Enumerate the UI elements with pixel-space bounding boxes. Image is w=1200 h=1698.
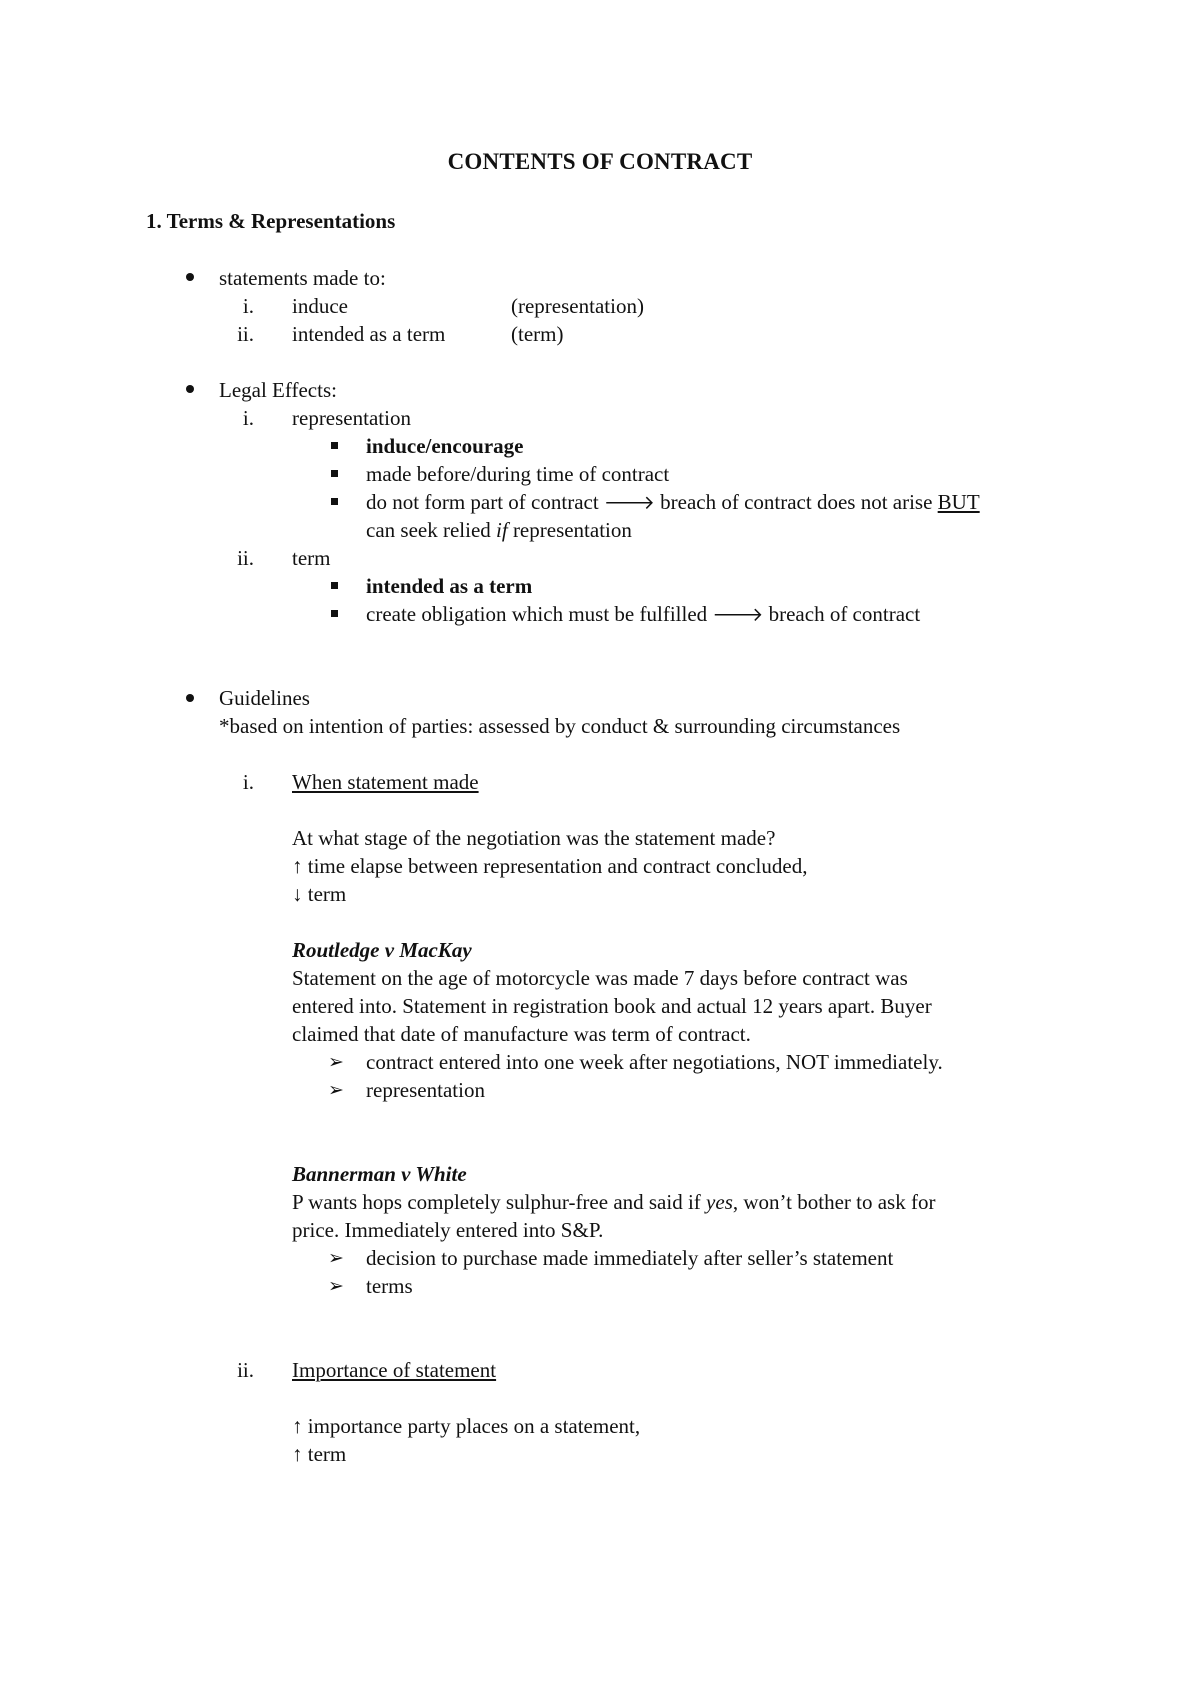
paragraph-line: ↓ term (292, 882, 347, 906)
bullet-square (331, 610, 338, 617)
sub-item-text: breach of contract (763, 602, 921, 626)
italic-word: if (496, 518, 508, 542)
guidelines-note: *based on intention of parties: assessed by conduct & surrounding circumstances (219, 714, 901, 738)
paragraph-line (292, 1188, 935, 1216)
bullet-square (331, 442, 338, 449)
list-item: representation (292, 406, 411, 430)
sub-item: intended as a term (366, 574, 533, 598)
case-name: Routledge v MacKay (292, 938, 472, 962)
arrow-item: terms (366, 1274, 413, 1298)
list-item-tag: (representation) (511, 294, 644, 318)
list-item: term (292, 546, 331, 570)
document-title: CONTENTS OF CONTRACT (447, 149, 753, 174)
sub-item (366, 488, 980, 517)
section-heading: 1. Terms & Representations (146, 209, 396, 233)
bullet-square (331, 498, 338, 505)
statements-label: statements made to: (219, 266, 386, 290)
arrowhead-bullet-icon: ➢ (328, 1275, 344, 1297)
case-name: Bannerman v White (292, 1162, 467, 1186)
sub-item-text: can seek relied (366, 518, 497, 542)
sub-item-text: representation (507, 518, 632, 542)
guideline-heading: Importance of statement (292, 1358, 497, 1382)
paragraph-line: Statement on the age of motorcycle was made 7 days before contract was (292, 966, 908, 990)
arrowhead-bullet-icon: ➢ (328, 1247, 344, 1269)
list-number: ii. (237, 546, 254, 570)
paragraph-line: ↑ time elapse between representation and contract concluded, (292, 854, 808, 878)
list-number: ii. (237, 1358, 254, 1382)
right-arrow-icon: 🡒 (603, 492, 655, 514)
list-number: i. (242, 770, 254, 794)
guideline-heading: When statement made (292, 770, 479, 794)
list-number: i. (242, 294, 254, 318)
list-item: induce (292, 294, 348, 318)
paragraph-line: ↑ importance party places on a statement, (292, 1414, 641, 1438)
arrow-item: contract entered into one week after negotiations, NOT immediately. (366, 1050, 943, 1074)
sub-item-text: breach of contract does not arise (654, 490, 938, 514)
list-number: ii. (237, 322, 254, 346)
bullet-dot (186, 385, 194, 393)
paragraph-line: ↑ term (292, 1442, 347, 1466)
paragraph-text: P wants hops completely sulphur-free and said if (292, 1190, 707, 1214)
sub-item: induce/encourage (366, 434, 524, 458)
sub-item-text: create obligation which must be fulfilled (366, 602, 713, 626)
bullet-dot (186, 694, 194, 702)
paragraph-line: claimed that date of manufacture was term of contract. (292, 1022, 751, 1046)
underlined-word: BUT (937, 490, 980, 514)
right-arrow-icon: 🡒 (712, 604, 764, 626)
bullet-square (331, 470, 338, 477)
legal-label: Legal Effects: (219, 378, 337, 402)
paragraph-line: entered into. Statement in registration book and actual 12 years apart. Buyer (292, 994, 932, 1018)
list-item-tag: (term) (511, 322, 564, 346)
paragraph-line: price. Immediately entered into S&P. (292, 1218, 604, 1242)
paragraph-text: , won’t bother to ask for (732, 1190, 936, 1214)
sub-item: made before/during time of contract (366, 462, 670, 486)
guidelines-label: Guidelines (219, 686, 310, 710)
list-number: i. (242, 406, 254, 430)
bullet-square (331, 582, 338, 589)
sub-item-text: do not form part of contract (366, 490, 604, 514)
arrowhead-bullet-icon: ➢ (328, 1079, 344, 1101)
arrowhead-bullet-icon: ➢ (328, 1051, 344, 1073)
sub-item-continuation (366, 516, 632, 544)
arrow-item: representation (366, 1078, 485, 1102)
arrow-item: decision to purchase made immediately after seller’s statement (366, 1246, 894, 1270)
sub-item (366, 600, 920, 629)
bullet-dot (186, 273, 194, 281)
list-item: intended as a term (292, 322, 446, 346)
italic-word: yes (706, 1190, 733, 1214)
paragraph-line: At what stage of the negotiation was the statement made? (292, 826, 776, 850)
